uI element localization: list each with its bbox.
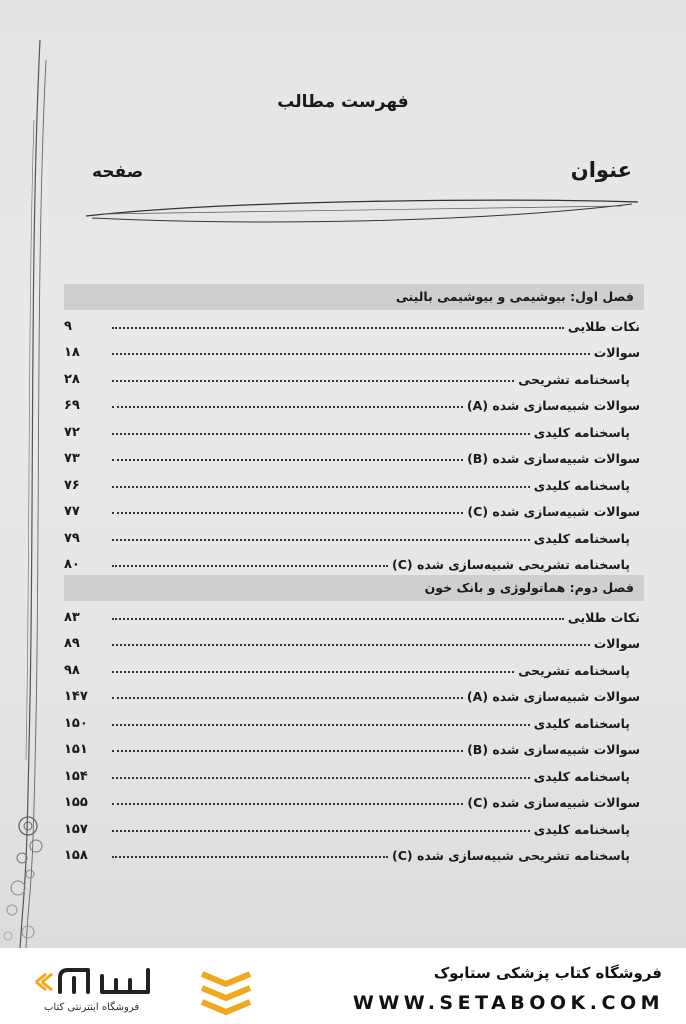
setabook-logo-icon <box>196 960 256 1016</box>
toc-entry-page-number: ۱۸ <box>64 345 80 360</box>
setabook-logo-wordmark <box>28 962 178 1002</box>
store-banner <box>0 948 686 1024</box>
toc-entry[interactable] <box>64 734 644 761</box>
dot-leader <box>112 803 463 805</box>
toc-entry-page-number: ۸۰ <box>64 557 80 572</box>
heading-swoosh-divider <box>82 192 642 232</box>
dot-leader <box>112 830 530 832</box>
toc-entry-label: پاسخنامه کلیدی <box>533 424 630 440</box>
dot-leader <box>112 327 564 329</box>
chapter-heading: فصل اول: بیوشیمی و بیوشیمی بالینی <box>64 284 644 310</box>
toc-entry-page-number: ۷۶ <box>64 477 80 493</box>
toc-entry-page-number: ۹۸ <box>64 662 80 678</box>
toc-entry-label: سوالات شبیه‌سازی شده (B) <box>467 451 640 466</box>
logo-subtitle: فروشگاه اینترنتی کتاب <box>44 1002 140 1013</box>
toc-entry[interactable] <box>64 337 644 364</box>
toc-entry-page-number: ۱۵۷ <box>64 821 88 837</box>
toc-entry[interactable] <box>64 707 644 734</box>
toc-entry-label: سوالات شبیه‌سازی شده (C) <box>467 795 640 810</box>
toc-entry[interactable] <box>64 601 644 628</box>
toc-entry-label: پاسخنامه کلیدی <box>533 477 630 493</box>
toc-entry[interactable] <box>64 654 644 681</box>
dot-leader <box>112 697 463 699</box>
dot-leader <box>112 777 530 779</box>
dot-leader <box>112 671 514 673</box>
dot-leader <box>112 565 388 567</box>
toc-entry[interactable] <box>64 681 644 708</box>
toc-entry-page-number: ۹ <box>64 318 72 334</box>
dot-leader <box>112 750 463 752</box>
column-page-heading: صفحه <box>92 162 144 182</box>
column-title-heading: عنوان <box>570 158 632 182</box>
toc-entry-page-number: ۱۴۷ <box>64 689 88 704</box>
toc-entry-label: پاسخنامه تشریحی <box>518 662 630 678</box>
toc-entry[interactable] <box>64 628 644 655</box>
toc-entry[interactable] <box>64 469 644 496</box>
toc-entry-page-number: ۱۵۱ <box>64 742 88 757</box>
dot-leader <box>112 380 514 382</box>
dot-leader <box>112 406 463 408</box>
table-of-contents <box>64 284 644 866</box>
dot-leader <box>112 433 530 435</box>
toc-entry[interactable] <box>64 787 644 814</box>
toc-entry-label: پاسخنامه تشریحی شبیه‌سازی شده (C) <box>392 848 630 863</box>
toc-entry-page-number: ۸۳ <box>64 609 80 625</box>
dot-leader <box>112 724 530 726</box>
toc-entry-label: سوالات شبیه‌سازی شده (B) <box>467 742 640 757</box>
dot-leader <box>112 856 388 858</box>
shop-name: فروشگاه کتاب پزشکی ستابوک <box>433 964 662 982</box>
toc-entry-label: سوالات <box>593 345 640 360</box>
toc-entry-page-number: ۷۹ <box>64 530 80 546</box>
dot-leader <box>112 486 530 488</box>
dot-leader <box>112 459 463 461</box>
toc-entry[interactable] <box>64 496 644 523</box>
toc-entry[interactable] <box>64 416 644 443</box>
toc-entry[interactable] <box>64 443 644 470</box>
dot-leader <box>112 512 463 514</box>
toc-entry-label: پاسخنامه کلیدی <box>533 530 630 546</box>
toc-entry-page-number: ۱۵۸ <box>64 848 88 863</box>
toc-entry-label: سوالات <box>593 636 640 651</box>
toc-entry-label: نکات طلایی <box>567 609 640 625</box>
toc-entry-page-number: ۷۳ <box>64 451 80 466</box>
toc-entry-page-number: ۱۵۴ <box>64 768 88 784</box>
toc-entry-label: پاسخنامه تشریحی شبیه‌سازی شده (C) <box>392 557 630 572</box>
toc-entry-page-number: ۲۸ <box>64 371 80 387</box>
chapter-heading: فصل دوم: هماتولوژی و بانک خون <box>64 575 644 601</box>
toc-entry[interactable] <box>64 813 644 840</box>
toc-entry-page-number: ۷۷ <box>64 504 80 519</box>
toc-entry-page-number: ۶۹ <box>64 398 80 413</box>
dot-leader <box>112 539 530 541</box>
toc-entry-label: پاسخنامه کلیدی <box>533 768 630 784</box>
toc-entry-label: نکات طلایی <box>567 318 640 334</box>
toc-entry[interactable] <box>64 363 644 390</box>
dot-leader <box>112 644 590 646</box>
toc-entry-page-number: ۷۲ <box>64 424 80 440</box>
shop-url[interactable]: WWW.SETABOOK.COM <box>352 992 664 1014</box>
toc-entry-label: پاسخنامه کلیدی <box>533 715 630 731</box>
toc-entry-label: پاسخنامه کلیدی <box>533 821 630 837</box>
toc-entry-label: سوالات شبیه‌سازی شده (A) <box>466 689 640 704</box>
toc-entry[interactable] <box>64 522 644 549</box>
toc-entry-page-number: ۱۵۰ <box>64 715 88 731</box>
dot-leader <box>112 618 564 620</box>
toc-entry[interactable] <box>64 390 644 417</box>
page-title: فهرست مطالب <box>277 92 409 112</box>
toc-entry-page-number: ۱۵۵ <box>64 795 88 810</box>
toc-entry-label: سوالات شبیه‌سازی شده (A) <box>466 398 640 413</box>
toc-entry[interactable] <box>64 310 644 337</box>
toc-entry-label: پاسخنامه تشریحی <box>518 371 630 387</box>
toc-entry[interactable] <box>64 840 644 867</box>
toc-entry[interactable] <box>64 549 644 576</box>
toc-entry[interactable] <box>64 760 644 787</box>
dot-leader <box>112 353 590 355</box>
toc-entry-page-number: ۸۹ <box>64 636 80 651</box>
toc-entry-label: سوالات شبیه‌سازی شده (C) <box>467 504 640 519</box>
